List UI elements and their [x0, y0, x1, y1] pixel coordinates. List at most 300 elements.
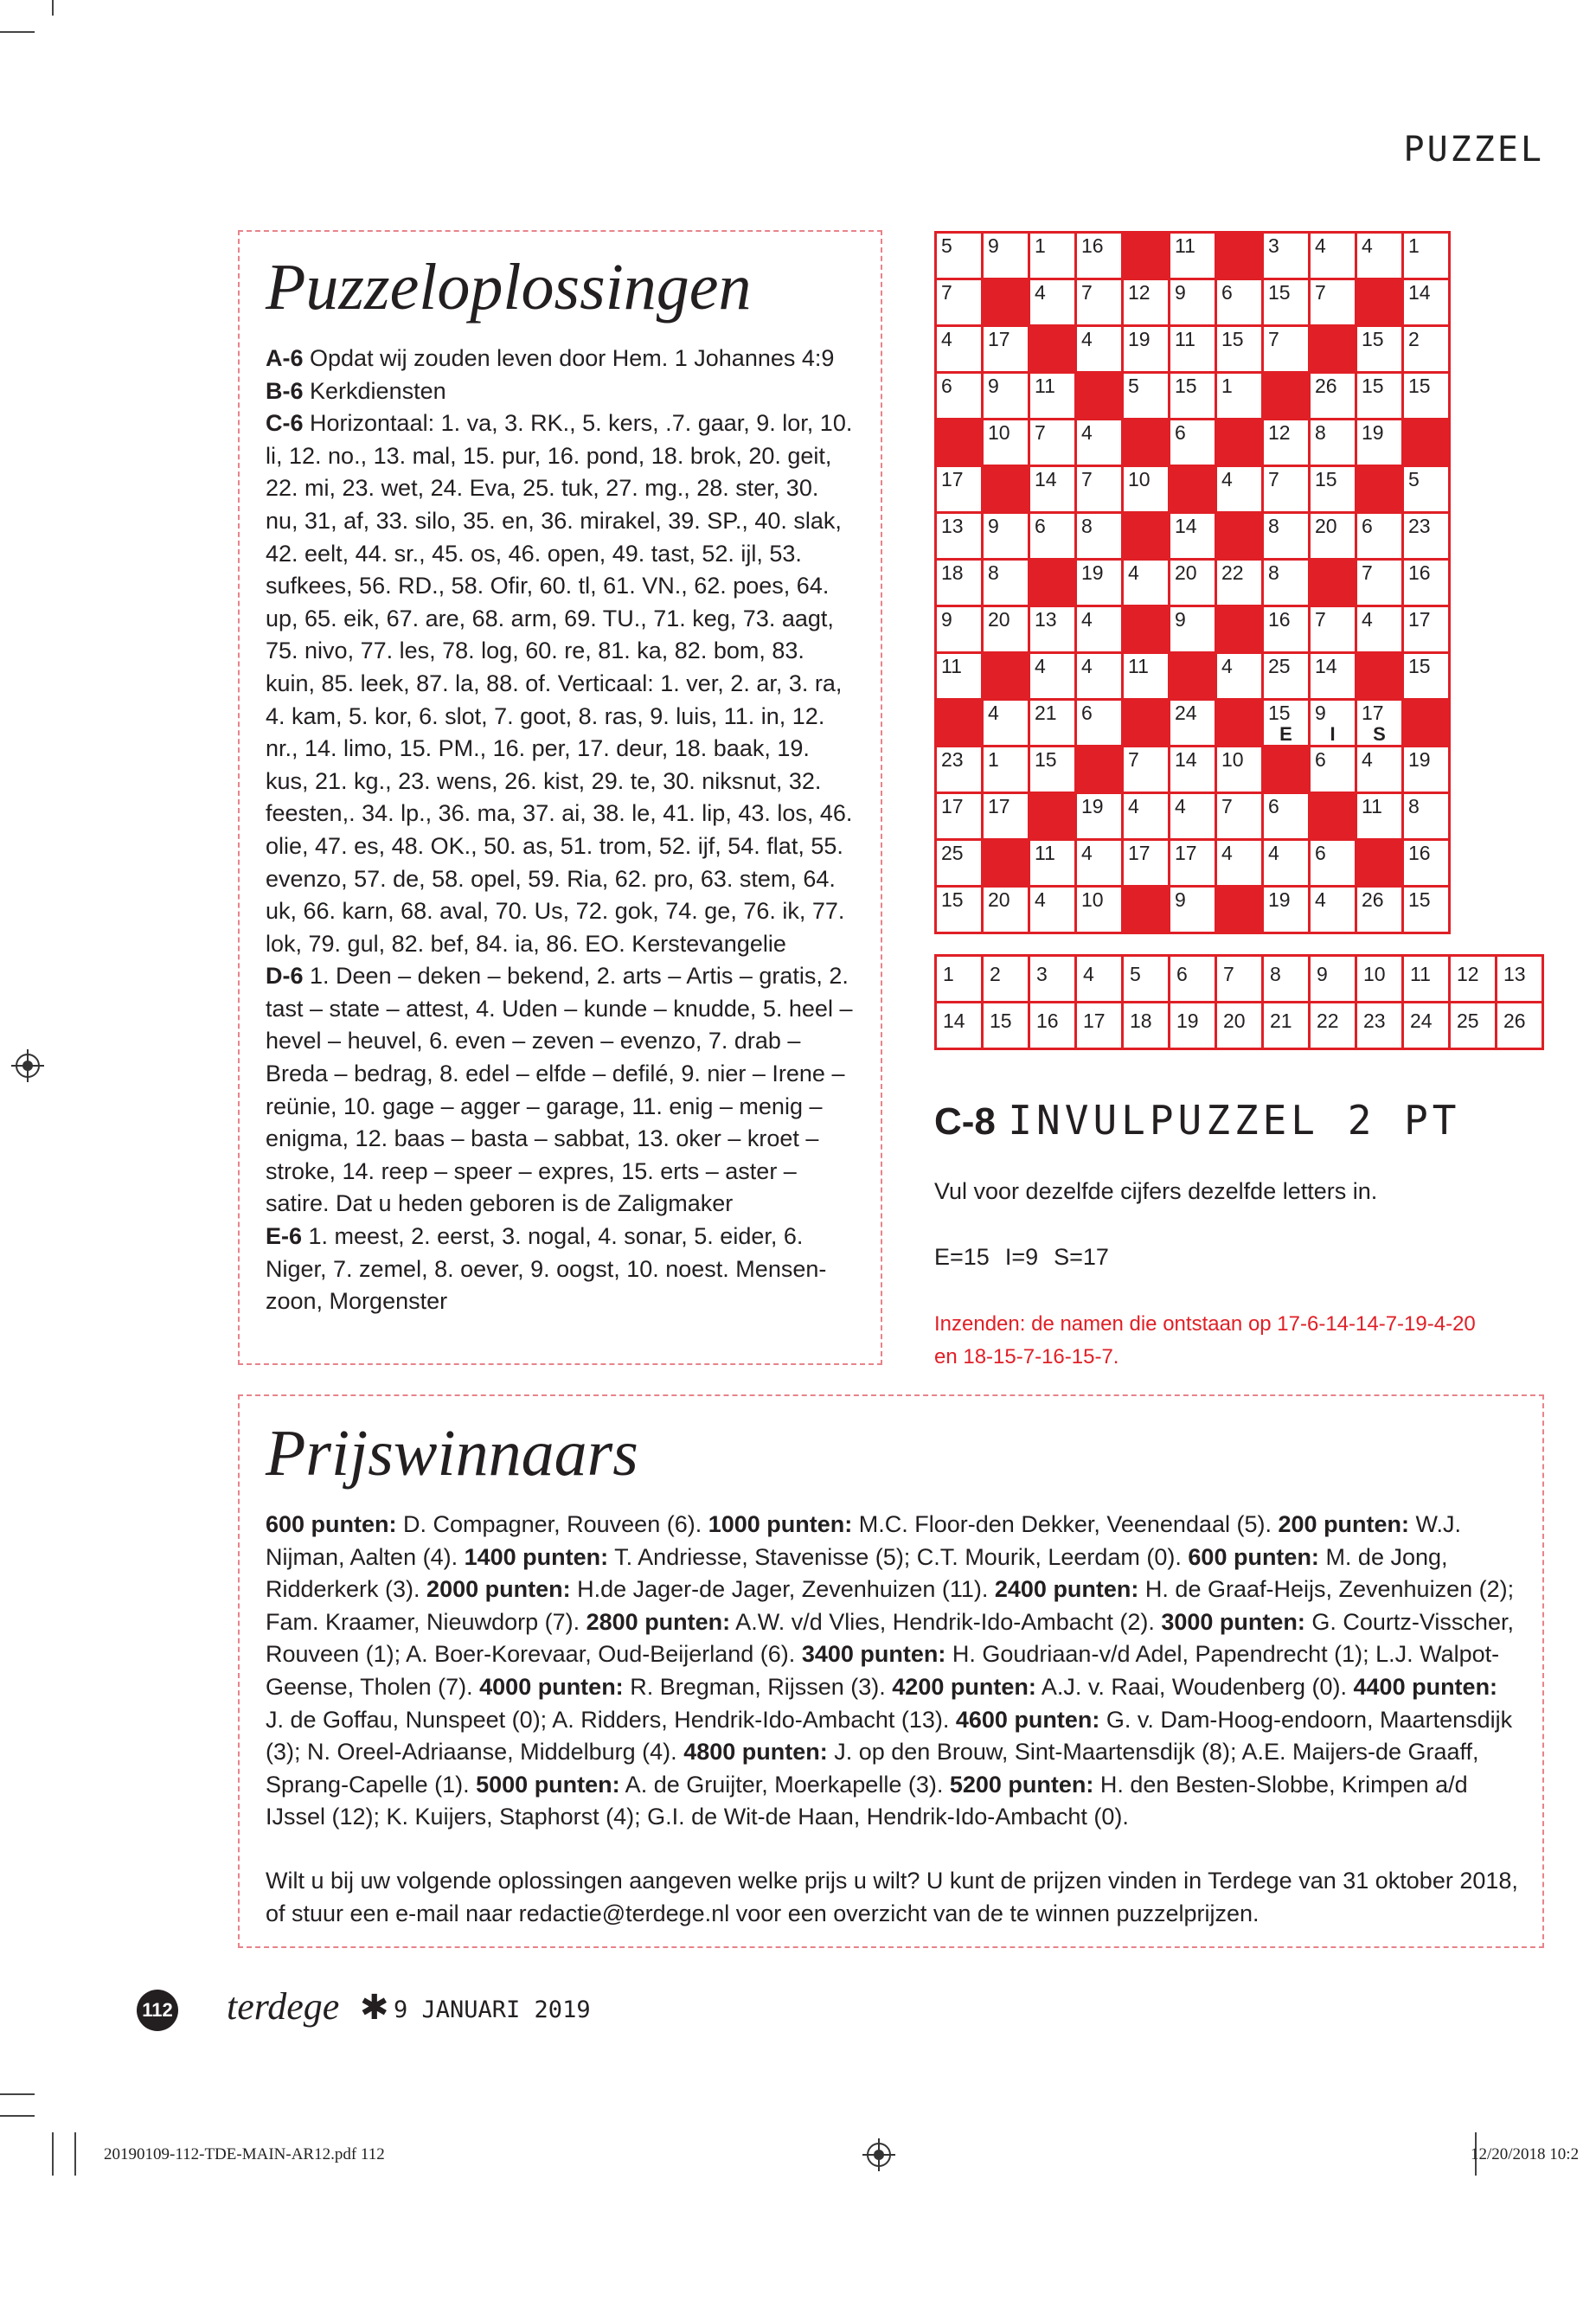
grid-cell: [1311, 280, 1357, 327]
grid-cell: [1404, 327, 1451, 374]
grid-cell: [1404, 841, 1451, 888]
grid-cell-black: [1077, 747, 1124, 794]
prize-winners: M.C. Floor-den Dekker, Veenendaal (5).: [852, 1511, 1279, 1537]
print-slug-filename: 20190109-112-TDE-MAIN-AR12.pdf 112: [104, 2145, 385, 2163]
prize-points: 4600 punten:: [955, 1706, 1100, 1733]
cell-number: 7: [1081, 281, 1093, 304]
grid-cell-black: [1124, 234, 1170, 280]
cell-number: 25: [1268, 655, 1291, 677]
prize-winners: T. Andriesse, Stavenisse (5); C.T. Mourik, Leerdam (0).: [608, 1543, 1189, 1570]
grid-cell: [1170, 747, 1217, 794]
cell-number: 4: [1362, 234, 1373, 257]
grid-cell: [1170, 514, 1217, 561]
grid-cell: [1357, 374, 1404, 420]
grid-cell-black: [984, 280, 1030, 327]
grid-cell: [937, 841, 984, 888]
prize-points: 3400 punten:: [801, 1641, 946, 1668]
grid-cell-black: [1404, 701, 1451, 747]
given-letter: E=15: [934, 1244, 990, 1270]
prize-winners: H. den Besten-Slobbe, Krimpen a/d IJssel (12); K. Kuijers, Staphorst (4); G.I. de Wit-de Haan, Hendrik-Ido-Ambacht (0).: [266, 1771, 1468, 1830]
grid-cell-black: [1357, 841, 1404, 888]
key-cell: 16: [1030, 1003, 1077, 1050]
grid-cell: [984, 747, 1030, 794]
solution-entry: [266, 960, 856, 1221]
grid-cell: [1124, 654, 1170, 701]
cell-number: 26: [1315, 375, 1337, 397]
grid-cell-black: [1357, 467, 1404, 514]
cell-number: 14: [1035, 468, 1057, 490]
cell-number: 4: [1035, 888, 1046, 911]
grid-cell-black: [1217, 514, 1264, 561]
grid-cell: [937, 561, 984, 607]
cell-number: 4: [1081, 608, 1093, 631]
grid-cell: [1124, 561, 1170, 607]
grid-cell: [1077, 888, 1124, 934]
grid-cell: [937, 280, 984, 327]
cell-number: 15: [1362, 375, 1384, 397]
cell-number: 25: [941, 842, 964, 864]
grid-cell: [937, 234, 984, 280]
cell-number: 4: [1081, 842, 1093, 864]
grid-cell: [937, 514, 984, 561]
cell-number: 17: [941, 795, 964, 817]
grid-cell: [1217, 280, 1264, 327]
cell-number: 7: [1362, 561, 1373, 584]
grid-cell-black: [1217, 607, 1264, 654]
crop-mark: [0, 2115, 35, 2117]
grid-cell: [1077, 327, 1124, 374]
grid-cell: [1217, 327, 1264, 374]
issue-date: 9 JANUARI 2019: [394, 1997, 591, 2023]
cell-number: 4: [1081, 328, 1093, 350]
grid-cell: [1170, 280, 1217, 327]
cell-number: 9: [1175, 281, 1186, 304]
grid-cell: [1404, 234, 1451, 280]
grid-cell: [1124, 374, 1170, 420]
grid-cell: [1311, 374, 1357, 420]
prize-winners: A.W. v/d Vlies, Hendrik-Ido-Ambacht (2).: [730, 1608, 1162, 1635]
cell-number: 15: [1175, 375, 1197, 397]
cell-number: 16: [1408, 561, 1431, 584]
grid-cell: [1264, 514, 1311, 561]
solution-code: D-6: [266, 963, 304, 990]
cell-number: 4: [1035, 655, 1046, 677]
cell-number: 17: [1362, 702, 1384, 724]
cell-number: 14: [1175, 748, 1197, 771]
cell-number: 22: [1221, 561, 1244, 584]
prize-winners: J. op den Brouw, Sint-Maartensdijk (8); A.E. Maijers-de Graaff, Sprang-Capelle (1).: [266, 1739, 1479, 1798]
submit-instruction: [934, 1308, 1531, 1374]
grid-cell: [1030, 747, 1077, 794]
grid-cell: [1404, 607, 1451, 654]
key-cell: 14: [937, 1003, 984, 1050]
cell-number: 13: [941, 515, 964, 537]
cell-number: 4: [941, 328, 952, 350]
key-cell: 3: [1030, 957, 1077, 1003]
key-cell: 5: [1124, 957, 1170, 1003]
winners-title: Prijswinnaars: [266, 1417, 638, 1490]
puzzle-heading: [934, 1097, 1460, 1144]
grid-cell: [937, 374, 984, 420]
cell-number: 10: [1221, 748, 1244, 771]
grid-cell: [1311, 747, 1357, 794]
grid-cell: [1357, 888, 1404, 934]
grid-cell: [1077, 794, 1124, 841]
cell-letter: S: [1373, 723, 1386, 745]
solution-code: E-6: [266, 1223, 303, 1250]
grid-cell: [1264, 654, 1311, 701]
cell-number: 1: [1408, 234, 1420, 257]
cell-number: 9: [1315, 702, 1326, 724]
grid-cell: [1404, 514, 1451, 561]
cell-number: 19: [1081, 795, 1104, 817]
grid-cell: [1170, 420, 1217, 467]
cell-number: 7: [1221, 795, 1233, 817]
prize-points: 4400 punten:: [1353, 1673, 1498, 1700]
cell-number: 9: [941, 608, 952, 631]
section-label: PUZZEL: [1403, 130, 1544, 170]
winners-list: [266, 1509, 1518, 1834]
submit-line: en 18-15-7-16-15-7.: [934, 1345, 1119, 1368]
prize-points: 4200 punten:: [892, 1673, 1036, 1700]
prize-winners: A. de Gruijter, Moerkapelle (3).: [619, 1771, 950, 1798]
key-cell: 12: [1451, 957, 1497, 1003]
cell-number: 4: [1128, 561, 1139, 584]
grid-cell-black: [1311, 561, 1357, 607]
grid-cell-black: [1357, 654, 1404, 701]
cell-number: 19: [1128, 328, 1151, 350]
grid-cell: [1077, 561, 1124, 607]
solution-code: C-6: [266, 410, 304, 437]
grid-cell: [1124, 747, 1170, 794]
cell-number: 6: [941, 375, 952, 397]
key-cell: 15: [984, 1003, 1030, 1050]
prize-winners: G. Courtz-Visscher, Rouveen (1); A. Boer-Korevaar, Oud-Beijerland (6).: [266, 1608, 1514, 1668]
key-cell: 13: [1497, 957, 1544, 1003]
cell-number: 16: [1268, 608, 1291, 631]
grid-cell: [937, 654, 984, 701]
grid-cell: [1077, 701, 1124, 747]
cell-number: 4: [1081, 421, 1093, 444]
cell-number: 6: [1035, 515, 1046, 537]
cell-number: 20: [988, 888, 1010, 911]
cell-number: 13: [1035, 608, 1057, 631]
cell-number: 16: [1408, 842, 1431, 864]
cell-number: 4: [1268, 842, 1279, 864]
cell-number: 19: [1268, 888, 1291, 911]
cell-number: 4: [1315, 234, 1326, 257]
cell-number: 12: [1268, 421, 1291, 444]
grid-cell: [1030, 888, 1077, 934]
cell-number: 11: [1035, 842, 1055, 864]
cell-number: 5: [1128, 375, 1139, 397]
grid-cell: [984, 607, 1030, 654]
grid-cell-black: [984, 841, 1030, 888]
cell-number: 10: [1081, 888, 1104, 911]
grid-cell: [1264, 280, 1311, 327]
cell-number: 21: [1035, 702, 1057, 724]
grid-cell: [1311, 841, 1357, 888]
cell-number: 4: [1315, 888, 1326, 911]
cell-number: 11: [1128, 655, 1149, 677]
grid-cell-black: [984, 467, 1030, 514]
grid-cell: [1404, 561, 1451, 607]
grid-cell: [1357, 747, 1404, 794]
grid-cell: [984, 888, 1030, 934]
prize-points: 2400 punten:: [994, 1576, 1139, 1603]
prize-winners: H. de Graaf-Heijs, Zevenhuizen (2); Fam. Kraamer, Nieuwdorp (7).: [266, 1576, 1515, 1635]
grid-cell-black: [1030, 794, 1077, 841]
grid-cell: [1357, 794, 1404, 841]
key-cell: 7: [1217, 957, 1264, 1003]
grid-cell: [1264, 701, 1311, 747]
prize-winners: W.J. Nijman, Aalten (4).: [266, 1511, 1462, 1570]
prize-winners: M. de Jong, Ridderkerk (3).: [266, 1543, 1448, 1603]
prize-points: 5000 punten:: [476, 1771, 620, 1798]
cell-number: 8: [1268, 515, 1279, 537]
grid-cell: [1357, 420, 1404, 467]
crop-mark: [52, 0, 54, 16]
grid-cell: [1357, 514, 1404, 561]
grid-cell: [1311, 467, 1357, 514]
cell-number: 17: [1175, 842, 1197, 864]
prize-points: 200 punten:: [1278, 1511, 1410, 1537]
cell-number: 23: [941, 748, 964, 771]
solution-entry: [266, 375, 856, 408]
cell-number: 9: [1175, 888, 1186, 911]
solution-text: Opdat wij zouden leven door Hem. 1 Johannes 4:9: [303, 345, 835, 371]
solution-text: 1. Deen – deken – bekend, 2. arts – Artis – gratis, 2. tast – state – attest, 4. Uden – kunde – knudde, 5. heel – hevel – heuvel, 6. even – zeven – evenzo, 7. drab – Breda – bedrag, 8. edel – elfde – defilé, 9. nier – Irene – reünie, 10. gage – agger – garage, 11. enig – menig – enigma, 12. baas – basta – sabbat, 13. oker – kroet – stroke, 14. reep – speer – expres, 15. erts – aster – satire. Dat u heden geboren is de Zaligmaker: [266, 963, 853, 1217]
cell-number: 17: [988, 795, 1010, 817]
prize-winners: D. Compagner, Rouveen (6).: [396, 1511, 708, 1537]
cell-number: 15: [1315, 468, 1337, 490]
cell-number: 15: [1268, 281, 1291, 304]
solution-code: B-6: [266, 377, 304, 404]
prize-points: 2800 punten:: [586, 1608, 731, 1635]
cell-number: 9: [988, 234, 999, 257]
grid-cell-black: [1124, 607, 1170, 654]
cell-number: 11: [1175, 234, 1195, 257]
grid-cell: [1217, 841, 1264, 888]
grid-cell: [1404, 794, 1451, 841]
cell-number: 4: [1081, 655, 1093, 677]
grid-cell: [1030, 467, 1077, 514]
crop-mark: [52, 2132, 54, 2176]
cell-number: 11: [941, 655, 962, 677]
grid-cell: [1404, 467, 1451, 514]
grid-cell: [1404, 747, 1451, 794]
grid-cell-black: [1311, 327, 1357, 374]
grid-cell: [1077, 420, 1124, 467]
cell-number: 7: [1081, 468, 1093, 490]
prize-points: 600 punten:: [1188, 1543, 1319, 1570]
cell-number: 6: [1081, 702, 1093, 724]
cell-number: 4: [1221, 468, 1233, 490]
grid-cell: [1030, 374, 1077, 420]
grid-cell: [1311, 234, 1357, 280]
cell-number: 1: [1221, 375, 1233, 397]
grid-cell: [1170, 841, 1217, 888]
puzzle-instruction: Vul voor dezelfde cijfers dezelfde letters in.: [934, 1178, 1378, 1204]
grid-cell: [1170, 234, 1217, 280]
grid-cell: [1030, 841, 1077, 888]
grid-cell-black: [1124, 888, 1170, 934]
cell-number: 23: [1408, 515, 1431, 537]
cell-number: 8: [1408, 795, 1420, 817]
cell-number: 1: [1035, 234, 1046, 257]
key-cell: 24: [1404, 1003, 1451, 1050]
cell-number: 26: [1362, 888, 1384, 911]
key-cell: 26: [1497, 1003, 1544, 1050]
grid-cell: [1264, 794, 1311, 841]
grid-cell: [937, 794, 984, 841]
grid-cell: [984, 794, 1030, 841]
cell-number: 7: [1315, 281, 1326, 304]
grid-cell: [984, 420, 1030, 467]
grid-cell: [1124, 280, 1170, 327]
cell-number: 18: [941, 561, 964, 584]
key-cell: 23: [1357, 1003, 1404, 1050]
grid-cell: [1311, 607, 1357, 654]
cell-number: 4: [1035, 281, 1046, 304]
cell-number: 15: [1035, 748, 1057, 771]
prize-points: 4800 punten:: [683, 1739, 828, 1766]
grid-cell: [1170, 607, 1217, 654]
key-cell: 17: [1077, 1003, 1124, 1050]
cell-number: 4: [1221, 655, 1233, 677]
grid-cell-black: [1217, 420, 1264, 467]
key-cell: 20: [1217, 1003, 1264, 1050]
prize-winners: A.J. v. Raai, Woudenberg (0).: [1035, 1673, 1354, 1700]
grid-cell: [1077, 280, 1124, 327]
cell-number: 14: [1175, 515, 1197, 537]
grid-cell: [1264, 467, 1311, 514]
solution-entry: [266, 407, 856, 960]
puzzle-name: INVULPUZZEL 2 PT: [1008, 1097, 1461, 1144]
grid-cell: [1030, 607, 1077, 654]
grid-cell: [1264, 420, 1311, 467]
prize-points: 3000 punten:: [1161, 1608, 1305, 1635]
cell-number: 19: [1408, 748, 1431, 771]
cell-number: 20: [1175, 561, 1197, 584]
puzzle-grid: [934, 231, 1451, 934]
cell-number: 10: [1128, 468, 1151, 490]
grid-cell: [984, 561, 1030, 607]
grid-cell-black: [1217, 234, 1264, 280]
cell-number: 19: [1081, 561, 1104, 584]
grid-cell: [1311, 888, 1357, 934]
grid-cell-black: [1311, 794, 1357, 841]
key-cell: 11: [1404, 957, 1451, 1003]
solutions-title: Puzzeloplossingen: [266, 251, 752, 324]
grid-cell-black: [984, 654, 1030, 701]
cell-letter: I: [1330, 723, 1336, 745]
grid-cell: [1170, 888, 1217, 934]
grid-cell: [1404, 654, 1451, 701]
cell-number: 4: [1362, 748, 1373, 771]
cell-number: 5: [1408, 468, 1420, 490]
grid-cell: [937, 327, 984, 374]
cell-number: 7: [1268, 328, 1279, 350]
grid-cell: [1170, 327, 1217, 374]
grid-cell: [1077, 607, 1124, 654]
cell-number: 5: [941, 234, 952, 257]
grid-cell-black: [937, 420, 984, 467]
cell-number: 15: [1362, 328, 1384, 350]
grid-cell-black: [937, 701, 984, 747]
crop-mark: [0, 31, 35, 33]
cell-number: 9: [1175, 608, 1186, 631]
grid-cell-black: [1357, 280, 1404, 327]
grid-cell: [937, 888, 984, 934]
grid-cell: [1404, 888, 1451, 934]
cell-number: 3: [1268, 234, 1279, 257]
grid-cell: [1124, 467, 1170, 514]
grid-cell: [1170, 374, 1217, 420]
solution-entry: [266, 1221, 856, 1318]
grid-cell: [1311, 514, 1357, 561]
given-letters: [934, 1244, 1125, 1271]
cell-number: 16: [1081, 234, 1104, 257]
cell-number: 4: [1175, 795, 1186, 817]
cell-number: 24: [1175, 702, 1197, 724]
cell-number: 6: [1362, 515, 1373, 537]
given-letter: S=17: [1054, 1244, 1109, 1270]
grid-cell: [1170, 561, 1217, 607]
registration-mark-icon: [16, 1054, 40, 1078]
prize-points: 1000 punten:: [708, 1511, 853, 1537]
puzzle-code: C-8: [934, 1100, 996, 1143]
cell-number: 14: [1408, 281, 1431, 304]
grid-cell: [1357, 701, 1404, 747]
grid-cell-black: [1264, 747, 1311, 794]
cell-number: 4: [1221, 842, 1233, 864]
grid-cell: [1264, 561, 1311, 607]
cell-number: 15: [1408, 888, 1431, 911]
grid-cell: [1311, 420, 1357, 467]
grid-cell-black: [1170, 654, 1217, 701]
grid-cell: [984, 327, 1030, 374]
grid-cell: [1404, 374, 1451, 420]
crop-mark: [74, 2132, 76, 2176]
cell-number: 15: [1221, 328, 1244, 350]
grid-cell: [1124, 841, 1170, 888]
cell-number: 14: [1315, 655, 1337, 677]
solutions-box: [238, 230, 882, 1365]
key-cell: 18: [1124, 1003, 1170, 1050]
given-letter: I=9: [1004, 1244, 1039, 1270]
key-cell: 22: [1311, 1003, 1357, 1050]
key-cell: 25: [1451, 1003, 1497, 1050]
grid-cell: [984, 234, 1030, 280]
page-number: 112: [137, 1990, 178, 2031]
cell-number: 8: [1315, 421, 1326, 444]
grid-cell: [1030, 654, 1077, 701]
cell-number: 7: [1035, 421, 1046, 444]
cell-number: 4: [988, 702, 999, 724]
cell-number: 6: [1175, 421, 1186, 444]
grid-cell-black: [1030, 327, 1077, 374]
winners-note: Wilt u bij uw volgende oplossingen aangeven welke prijs u wilt? U kunt de prijzen vinden in Terdege van 31 oktober 2018, of stuur een e-mail naar redactie@terdege.nl voor een overzicht van de te winnen puzzelprijzen.: [266, 1867, 1518, 1926]
grid-cell: [1077, 654, 1124, 701]
cell-number: 7: [1268, 468, 1279, 490]
grid-cell: [1264, 607, 1311, 654]
cell-number: 6: [1315, 748, 1326, 771]
grid-cell: [1030, 234, 1077, 280]
grid-cell: [1264, 327, 1311, 374]
prize-points: 2000 punten:: [426, 1576, 571, 1603]
grid-cell: [984, 374, 1030, 420]
